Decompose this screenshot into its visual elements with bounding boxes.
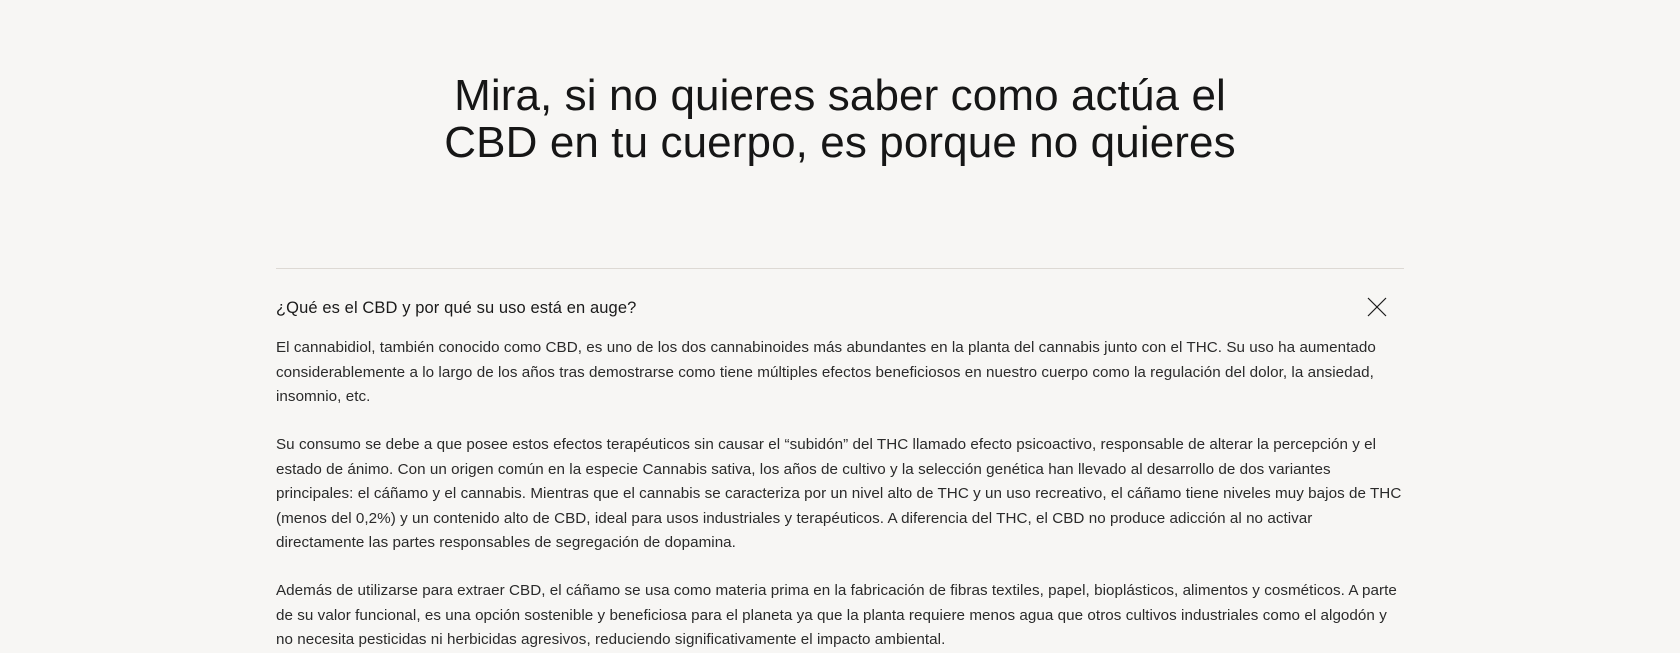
accordion-body: [276, 320, 1404, 653]
accordion-paragraph: Además de utilizarse para extraer CBD, el cáñamo se usa como materia prima en la fabricación de fibras textiles, papel, bioplásticos, alimentos y cosméticos. A parte de su valor funcional, es una opción sostenible y beneficiosa para el planeta ya que la planta requiere menos agua que otros cultivos industriales como el algodón y no necesita pesticidas ni herbicidas agresivos, reduciendo significativamente el impacto ambiental.: [276, 582, 1397, 649]
accordion-question[interactable]: ¿Qué es el CBD y por qué su uso está en auge?: [276, 299, 637, 317]
accordion-paragraph: El cannabidiol, también conocido como CBD, es uno de los dos cannabinoides más abundantes en la planta del cannabis junto con el THC. Su uso ha aumentado considerablemente a lo largo de los años tras demostrarse como tiene múltiples efectos beneficiosos en nuestro cuerpo como la regulación del dolor, la ansiedad, insomnio, etc.: [276, 339, 1376, 406]
page-title: [0, 72, 1680, 166]
faq-accordion: [276, 268, 1404, 653]
accordion-paragraph: Su consumo se debe a que posee estos efectos terapéuticos sin causar el “subidón” del THC llamado efecto psicoactivo, responsable de alterar la percepción y el estado de ánimo. Con un origen común en la especie Cannabis sativa, los años de cultivo y la selección genética han llevado al desarrollo de dos variantes principales: el cáñamo y el cannabis. Mientras que el cannabis se caracteriza por un nivel alto de THC y un uso recreativo, el cáñamo tiene niveles muy bajos de THC (menos del 0,2%) y un contenido alto de CBD, ideal para usos industriales y terapéuticos. A diferencia del THC, el CBD no produce adicción al no activar directamente las partes responsables de segregación de dopamina.: [276, 435, 1402, 552]
hero-section: [0, 0, 1680, 166]
page-title-line-1: Mira, si no quieres saber como actúa el: [454, 71, 1226, 120]
accordion-header[interactable]: [276, 269, 1404, 320]
close-icon[interactable]: [1364, 294, 1390, 320]
page-title-line-2: CBD en tu cuerpo, es porque no quieres: [444, 118, 1236, 168]
